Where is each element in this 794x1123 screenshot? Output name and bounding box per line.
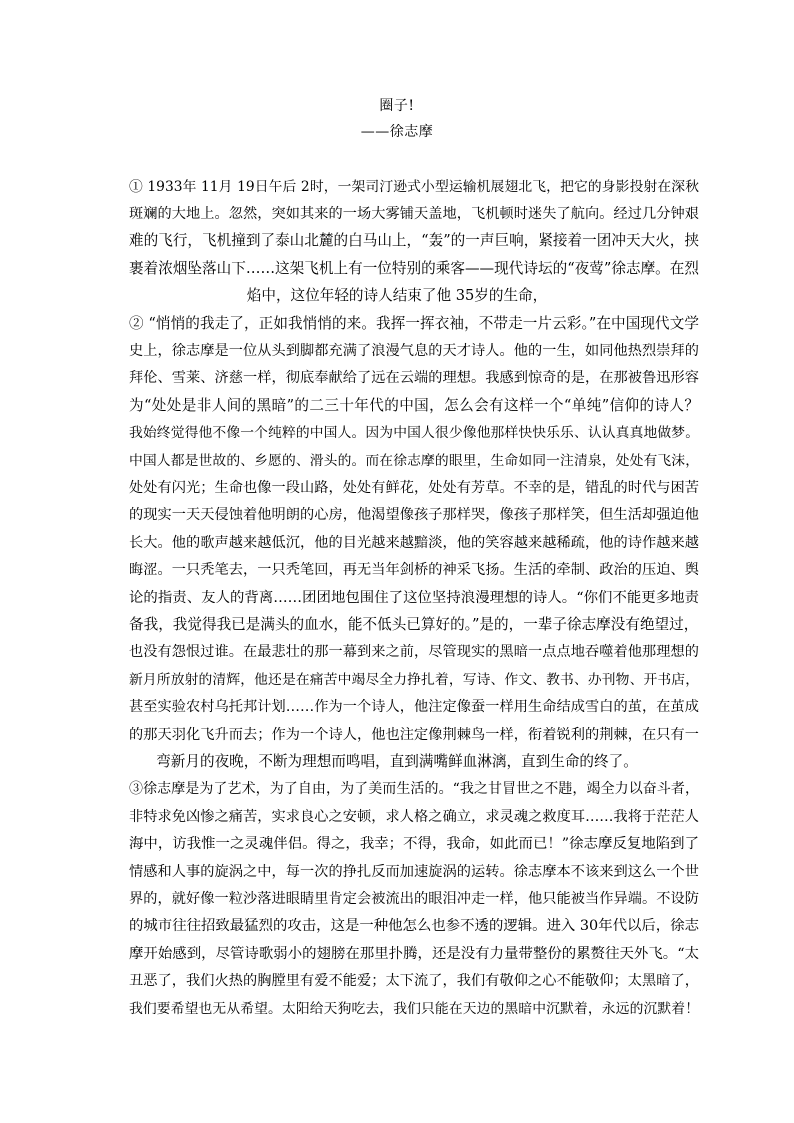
body-line: 也没有怨恨过谁。在最悲壮的那一幕到来之前，尽管现实的黑暗一点点地吞噬着他那理想的 — [129, 644, 699, 660]
body-line: 备我，我觉得我已是满头的血水，能不低头已算好的。”是的，一辈子徐志摩没有绝望过， — [129, 616, 699, 633]
body-line: 海中，访我惟一之灵魂伴侣。得之，我幸；不得，我命，如此而已！”徐志摩反复地陷到了 — [129, 836, 699, 852]
body-line: 情感和人事的旋涡之中，每一次的挣扎反而加速旋涡的运转。徐志摩本不该来到这么一个世 — [129, 864, 699, 880]
body-line: 我始终觉得他不像一个纯粹的中国人。因为中国人很少像他那样快快乐乐、认认真真地做梦。 — [129, 425, 699, 441]
body-line: 的那天羽化飞升而去；作为一个诗人，他也注定像荆棘鸟一样，衔着锐利的荆棘，在只有一 — [129, 727, 699, 743]
body-line: 我们要希望也无从希望。太阳给天狗吃去，我们只能在天边的黑暗中沉默着，永远的沉默着！ — [129, 1001, 699, 1017]
body-line: 摩开始感到，尽管诗歌弱小的翅膀在那里扑腾，还是没有力量带整份的累赘往天外飞。“太 — [129, 946, 699, 962]
body-line: 论的指责、友人的背离……团团地包围住了这位坚持浪漫理想的诗人。“你们不能更多地责 — [129, 590, 699, 606]
body-line: 难的飞行，飞机撞到了泰山北麓的白马山上，“轰”的一声巨响，紧接着一团冲天大火，挟 — [129, 232, 699, 249]
body-line: 处处有闪光；生命也像一段山路，处处有鲜花，处处有芳草。不幸的是，错乱的时代与困苦 — [129, 480, 699, 496]
body-line: 焰中，这位年轻的诗人结束了他 35岁的生命， — [246, 287, 548, 304]
body-line: 的现实一天天侵蚀着他明朗的心房，他渴望像孩子那样哭，像孩子那样笑，但生活却强迫他 — [129, 507, 699, 523]
body-line: ① 1933年 11月 19日午后 2时，一架司汀逊式小型运输机展翅北飞，把它的身影投射在深秋 — [129, 179, 699, 195]
body-line: 新月所放射的清辉，他还是在痛苦中竭尽全力挣扎着，写诗、作文、教书、办刊物、开书店， — [129, 672, 699, 688]
body-line: 的城市往往招致最猛烈的攻击，这是一种他怎么也参不透的逻辑。进入 30年代以后，徐志 — [129, 918, 699, 934]
body-line: 长大。他的歌声越来越低沉，他的目光越来越黯淡，他的笑容越来越稀疏，他的诗作越来越 — [129, 535, 699, 551]
article-title: 圈子! — [379, 98, 415, 114]
body-line: 拜伦、雪莱、济慈一样，彻底奉献给了远在云端的理想。我感到惊奇的是，在那被鲁迅形容 — [129, 370, 699, 386]
body-line: 为“处处是非人间的黑暗”的二三十年代的中国，怎么会有这样一个“单纯”信仰的诗人？ — [129, 397, 699, 414]
body-line: 史上，徐志摩是一位从头到脚都充满了浪漫气息的天才诗人。他的一生，如同他热烈崇拜的 — [129, 343, 699, 359]
body-line: ② “悄悄的我走了，正如我悄悄的来。我挥一挥衣袖，不带走一片云彩。”在中国现代文学 — [129, 315, 699, 332]
body-line: 晦涩。一只秃笔去，一只秃笔回，再无当年剑桥的神采飞扬。生活的牵制、政治的压迫、舆 — [129, 562, 699, 578]
body-line: 弯新月的夜晚，不断为理想而鸣唱，直到满嘴鲜血淋漓，直到生命的终了。 — [156, 753, 638, 770]
body-line: 甚至实验农村乌托邦计划……作为一个诗人，他注定像蚕一样用生命结成雪白的茧，在茧成 — [129, 699, 699, 715]
body-line: 非特求免凶惨之痛苦，实求良心之安顿，求人格之确立，求灵魂之救度耳……我将于茫茫人 — [129, 809, 699, 825]
body-line: 丑恶了，我们火热的胸膛里有爱不能爱；太下流了，我们有敬仰之心不能敬仰；太黑暗了， — [129, 973, 699, 989]
body-line: 裹着浓烟坠落山下……这架飞机上有一位特别的乘客——现代诗坛的“夜莺”徐志摩。在烈 — [129, 260, 699, 277]
article-author: ——徐志摩 — [360, 124, 434, 140]
body-line: ③徐志摩是为了艺术，为了自由，为了美而生活的。“我之甘冒世之不韪，竭全力以奋斗者， — [129, 781, 699, 797]
body-line: 界的，就好像一粒沙落进眼睛里肯定会被流出的眼泪冲走一样，他只能被当作异端。不设防 — [129, 891, 699, 907]
body-line: 中国人都是世故的、乡愿的、滑头的。而在徐志摩的眼里，生命如同一注清泉，处处有飞沫， — [129, 453, 699, 469]
body-line: 斑斓的大地上。忽然，突如其来的一场大雾铺天盖地，飞机顿时迷失了航向。经过几分钟艰 — [129, 206, 699, 222]
